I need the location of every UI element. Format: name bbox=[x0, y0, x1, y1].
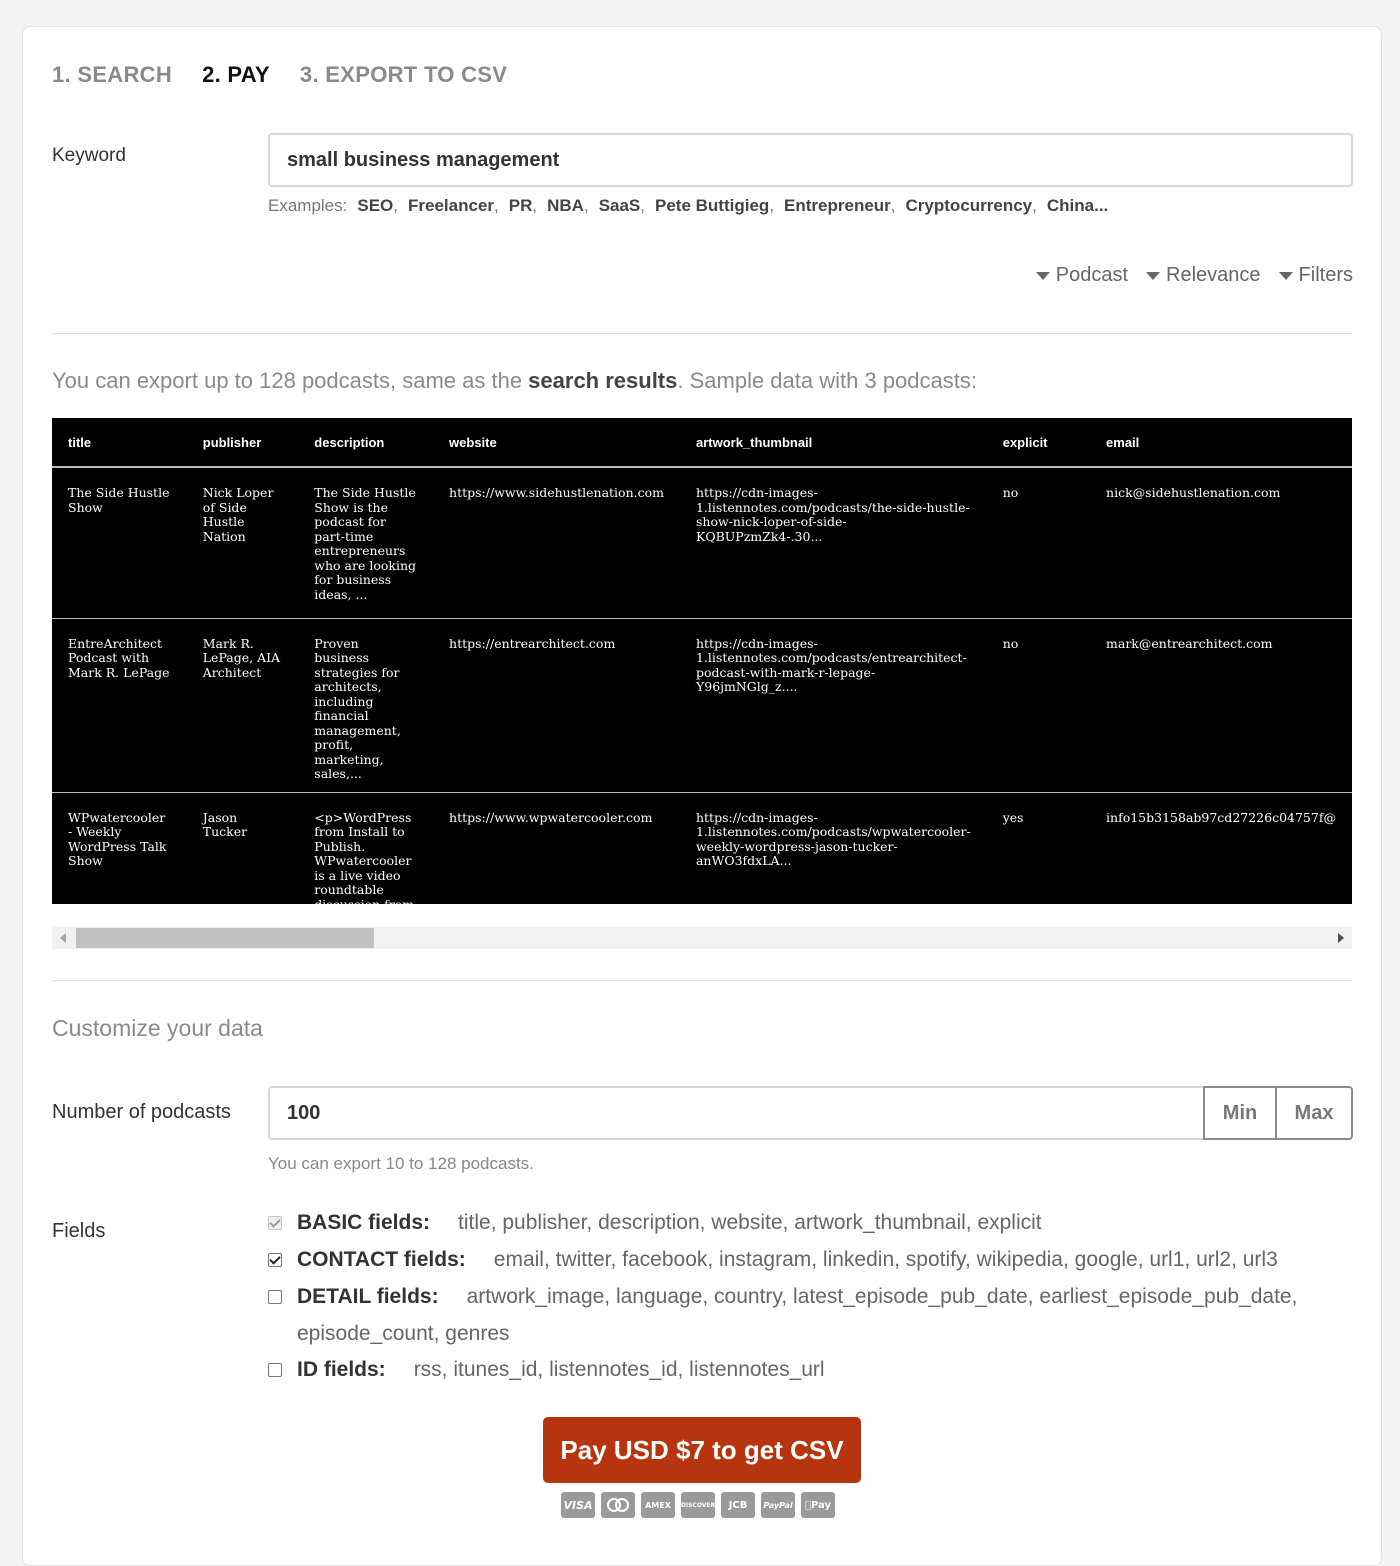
example-link[interactable]: Pete Buttigieg bbox=[655, 196, 770, 215]
sort-dropdown-label: Relevance bbox=[1166, 264, 1261, 286]
table-cell: no bbox=[987, 618, 1090, 792]
table-cell: <p>WordPress from Install to Publish. WPwatercooler is a live video roundtable discussion from WordP... bbox=[298, 792, 433, 942]
number-of-podcasts-input[interactable]: 100 bbox=[268, 1086, 1206, 1140]
table-cell: https://www.wpwatercooler.com bbox=[433, 792, 680, 942]
export-intro: You can export up to 128 podcasts, same as the search results. Sample data with 3 podcasts: bbox=[52, 368, 977, 393]
table-cell: https://entrearchitect.com bbox=[433, 618, 680, 792]
sample-data-table bbox=[52, 418, 1352, 926]
number-hint: You can export 10 to 128 podcasts. bbox=[268, 1154, 534, 1173]
table-cell: yes bbox=[987, 792, 1090, 942]
caret-down-icon bbox=[1279, 272, 1293, 280]
table-row bbox=[52, 792, 1352, 942]
table-cell: The Side Hustle Show bbox=[52, 467, 187, 618]
example-link[interactable]: NBA bbox=[547, 196, 584, 215]
scroll-left-icon[interactable] bbox=[60, 933, 66, 943]
pay-button[interactable]: Pay USD $7 to get CSV bbox=[543, 1417, 861, 1483]
table-cell: Mark R. LePage, AIA Architect bbox=[187, 618, 299, 792]
table-row bbox=[52, 618, 1352, 792]
keyword-input[interactable]: small business management bbox=[268, 133, 1353, 187]
type-dropdown[interactable] bbox=[1036, 264, 1128, 287]
scroll-right-icon[interactable] bbox=[1338, 933, 1344, 943]
max-button[interactable]: Max bbox=[1276, 1086, 1353, 1140]
field-group-name: ID fields: bbox=[297, 1358, 386, 1381]
step-tabs bbox=[52, 62, 507, 88]
field-option-id bbox=[268, 1358, 825, 1382]
example-link[interactable]: Cryptocurrency bbox=[905, 196, 1033, 215]
column-header: website bbox=[433, 418, 680, 467]
table-cell: mark@entrearchitect.com bbox=[1090, 618, 1352, 792]
divider bbox=[52, 980, 1352, 981]
filters-dropdown[interactable] bbox=[1279, 264, 1353, 287]
step-search[interactable]: 1. SEARCH bbox=[52, 62, 173, 87]
table-cell: https://cdn-images-1.listennotes.com/podcasts/the-side-hustle-show-nick-loper-of-side-KQBUPzmZk4-.30... bbox=[680, 467, 987, 618]
field-option-basic bbox=[268, 1211, 1042, 1235]
table-cell: Proven business strategies for architects, including financial management, profit, marketing, sales,... bbox=[298, 618, 433, 792]
keyword-label: Keyword bbox=[52, 145, 126, 166]
payment-methods bbox=[561, 1492, 835, 1518]
table-cell: https://cdn-images-1.listennotes.com/podcasts/entrearchitect-podcast-with-mark-r-lepage-Y96jmNGlg_z.... bbox=[680, 618, 987, 792]
table-header-row bbox=[52, 418, 1352, 467]
caret-down-icon bbox=[1036, 272, 1050, 280]
field-group-list: artwork_image, language, country, latest_episode_pub_date, earliest_episode_pub_date, bbox=[466, 1285, 1298, 1308]
table-cell: Jason Tucker bbox=[187, 792, 299, 942]
table-cell: info15b3158ab97cd27226c04757f@ bbox=[1090, 792, 1352, 942]
min-button[interactable]: Min bbox=[1203, 1086, 1276, 1140]
column-header: publisher bbox=[187, 418, 299, 467]
amex-icon: AMEX bbox=[641, 1492, 675, 1518]
field-group-list: rss, itunes_id, listennotes_id, listennotes_url bbox=[413, 1358, 825, 1381]
table-row bbox=[52, 467, 1352, 618]
visa-icon: VISA bbox=[561, 1492, 595, 1518]
examples-label: Examples: bbox=[268, 196, 348, 215]
example-link[interactable]: China... bbox=[1046, 196, 1109, 215]
example-link[interactable]: Freelancer bbox=[408, 196, 495, 215]
step-export[interactable]: 3. EXPORT TO CSV bbox=[299, 62, 508, 87]
detail-fields-checkbox[interactable] bbox=[268, 1290, 282, 1304]
type-dropdown-label: Podcast bbox=[1055, 264, 1129, 286]
id-fields-checkbox[interactable] bbox=[268, 1363, 282, 1377]
field-group-name: BASIC fields: bbox=[297, 1211, 431, 1234]
column-header: explicit bbox=[987, 418, 1090, 467]
field-group-list: email, twitter, facebook, instagram, linkedin, spotify, wikipedia, google, url1, url2, url3 bbox=[493, 1248, 1278, 1271]
field-group-name: DETAIL fields: bbox=[297, 1285, 439, 1308]
field-group-name: CONTACT fields: bbox=[297, 1248, 466, 1271]
field-group-list: title, publisher, description, website, artwork_thumbnail, explicit bbox=[458, 1211, 1042, 1234]
horizontal-scrollbar[interactable] bbox=[52, 927, 1352, 949]
field-option-contact bbox=[268, 1248, 1278, 1272]
table-cell: WPwatercooler - Weekly WordPress Talk Show bbox=[52, 792, 187, 942]
min-max-group bbox=[1203, 1086, 1353, 1140]
examples: Examples: SEO , Freelancer , PR , NBA , SaaS , Pete Buttigieg , Entrepreneur , Cryptocurrency , China... bbox=[268, 196, 1109, 215]
number-label: Number of podcasts bbox=[52, 1101, 231, 1123]
divider bbox=[52, 333, 1352, 334]
table-cell: nick@sidehustlenation.com bbox=[1090, 467, 1352, 618]
table-cell: no bbox=[987, 467, 1090, 618]
example-link[interactable]: SaaS bbox=[598, 196, 641, 215]
basic-fields-checkbox[interactable] bbox=[268, 1216, 282, 1230]
field-option-detail bbox=[268, 1285, 1297, 1309]
paypal-icon: PayPal bbox=[761, 1492, 795, 1518]
example-link[interactable]: Entrepreneur bbox=[784, 196, 891, 215]
table-cell: The Side Hustle Show is the podcast for part-time entrepreneurs who are looking for business ideas, ... bbox=[298, 467, 433, 618]
contact-fields-checkbox[interactable] bbox=[268, 1253, 282, 1267]
table-cell: Nick Loper of Side Hustle Nation bbox=[187, 467, 299, 618]
discover-icon: DISCOVER bbox=[681, 1492, 715, 1518]
table-cell: https://www.sidehustlenation.com bbox=[433, 467, 680, 618]
sort-dropdown[interactable] bbox=[1146, 264, 1261, 287]
column-header: artwork_thumbnail bbox=[680, 418, 987, 467]
mastercard-icon bbox=[601, 1492, 635, 1518]
field-group-list-continued: episode_count, genres bbox=[297, 1322, 510, 1345]
table-cell: https://cdn-images-1.listennotes.com/podcasts/wpwatercooler-weekly-wordpress-jason-tucker-anWO3fdxLA... bbox=[680, 792, 987, 942]
example-link[interactable]: SEO bbox=[357, 196, 394, 215]
fields-label: Fields bbox=[52, 1220, 106, 1242]
jcb-icon: JCB bbox=[721, 1492, 755, 1518]
caret-down-icon bbox=[1146, 272, 1160, 280]
search-dropdowns bbox=[1036, 264, 1353, 287]
filters-dropdown-label: Filters bbox=[1298, 264, 1353, 286]
table-cell: EntreArchitect Podcast with Mark R. LePage bbox=[52, 618, 187, 792]
column-header: email bbox=[1090, 418, 1352, 467]
column-header: title bbox=[52, 418, 187, 467]
example-link[interactable]: PR bbox=[508, 196, 533, 215]
step-pay[interactable]: 2. PAY bbox=[202, 62, 270, 87]
scrollbar-thumb[interactable] bbox=[76, 928, 374, 948]
column-header: description bbox=[298, 418, 433, 467]
customize-title: Customize your data bbox=[52, 1015, 263, 1041]
apple-pay-icon: Pay bbox=[801, 1492, 835, 1518]
